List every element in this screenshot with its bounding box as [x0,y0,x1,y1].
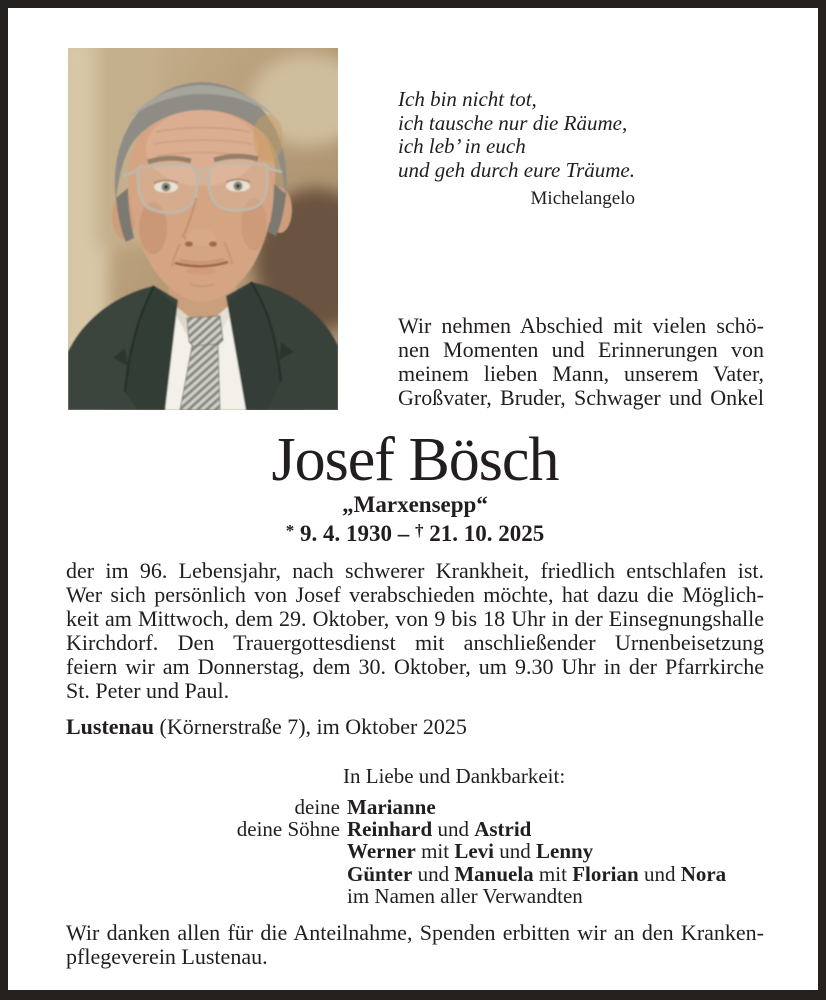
name-text: Astrid [474,817,532,842]
mourner-names-line [347,796,764,818]
text-line: Wer sich persönlich von Josef verabschieden möchte, hat dazu die Möglich- [66,582,764,607]
death-date: 21. 10. 2025 [429,521,545,546]
mourner-relation-label: deine Söhne [236,817,340,842]
name-text: Manuela [454,861,534,886]
text-segment: und [412,861,455,886]
top-right-column [398,48,764,410]
death-symbol: † [415,521,424,540]
name-text: Nora [680,861,727,886]
name-text: Marianne [347,795,436,819]
mourner-relation-label [66,863,340,885]
text-line: Wir nehmen Abschied mit vielen schö- [398,313,764,338]
mourner-relation-label: deine [294,795,340,819]
farewell-section [66,763,764,907]
text-line: pflegeverein Lustenau. [66,944,268,970]
mourner-relation-label [66,885,340,907]
text-line: feiern wir am Donnerstag, dem 30. Oktober, um 9.30 Uhr in der Pfarrkirche [66,654,764,679]
announcement-paragraph [66,559,764,703]
text-segment: (Körnerstraße 7), im Oktober 2025 [154,714,467,739]
name-text: Lustenau [66,714,155,739]
thanks-paragraph [66,921,764,969]
text-segment: mit [415,839,455,864]
mourner-names-line [347,885,764,907]
text-segment: und [638,861,681,886]
birth-symbol: * [285,521,295,540]
intro-paragraph [398,314,764,410]
text-line: Kirchdorf. Den Trauergottesdienst mit anschließender Urnenbeisetzung [66,630,764,655]
name-text: Günter [347,861,413,886]
name-text: Florian [572,861,639,886]
portrait-photo-illustration [68,48,338,410]
quote-lines [398,88,635,182]
text-line: Großvater, Bruder, Schwager und Onkel [398,385,764,410]
mourner-names-line [347,863,764,885]
name-text: Werner [347,839,416,864]
deceased-name-block [66,426,764,547]
memorial-quote [398,88,635,211]
name-text: Lenny [536,839,594,864]
deceased-name: Josef Bösch [271,426,559,494]
portrait-photo [68,48,338,410]
text-line: der im 96. Lebensjahr, nach schwerer Krankheit, friedlich entschlafen ist. [66,558,764,583]
text-line: Wir danken allen für die Anteilnahme, Spenden erbitten wir an den Kranken- [66,920,764,946]
quote-attribution: Michelangelo [530,188,635,209]
farewell-heading: In Liebe und Dankbarkeit: [343,764,566,788]
text-line: nen Momenten und Erinnerungen von [398,337,764,362]
mourner-names-line [347,818,764,840]
text-segment: mit [533,861,573,886]
text-line: meinem lieben Mann, unserem Vater, [398,361,764,386]
text-line: und geh durch eure Träume. [398,157,635,182]
text-segment: und [494,839,536,864]
name-text: Levi [454,839,494,864]
text-line: ich tausche nur die Räume, [398,110,628,135]
text-line: ich leb’ in euch [398,134,526,158]
mourners-list [66,796,764,907]
top-section [66,48,764,410]
text-line: Ich bin nicht tot, [398,87,537,111]
mourner-relation-label [66,840,340,862]
text-line: St. Peter und Paul. [66,678,230,703]
name-text: Reinhard [347,817,433,842]
birth-date: 9. 4. 1930 [300,521,392,546]
text-segment: im Namen aller Verwandten [347,883,583,908]
text-segment: und [432,817,475,842]
dates-separator: – [397,521,410,546]
text-line: keit am Mittwoch, dem 29. Oktober, von 9 bis 18 Uhr in der Einsegnungshalle [66,606,764,631]
life-dates [66,518,764,547]
deceased-nickname: „Marxensepp“ [342,492,488,517]
mourner-names-line [347,840,764,862]
place-date-line [66,715,764,739]
